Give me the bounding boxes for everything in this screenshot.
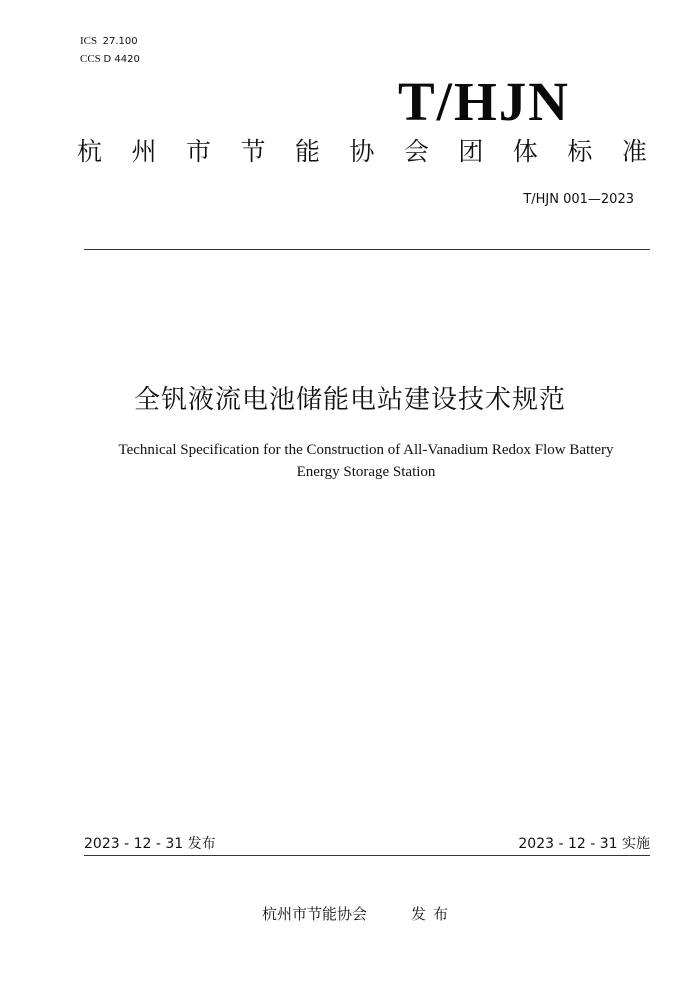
top-divider <box>84 249 650 250</box>
issue-date: 2023 - 12 - 31 发布 <box>84 836 216 852</box>
organization-standard-heading <box>77 134 647 170</box>
standard-logo: T/HJN <box>398 71 570 132</box>
ccs-value: D 4420 <box>103 54 140 65</box>
org-standard-char: 市 <box>185 137 211 166</box>
document-title-chinese: 全钒液流电池储能电站建设技术规范 <box>133 385 566 415</box>
org-standard-char: 体 <box>512 137 538 166</box>
org-standard-char: 会 <box>403 137 429 166</box>
org-standard-char: 团 <box>458 137 484 166</box>
org-standard-char: 州 <box>131 137 157 166</box>
publisher-action: 发布 <box>411 905 456 923</box>
title-en-line-2: Energy Storage Station <box>296 464 436 480</box>
org-standard-char: 标 <box>567 137 593 166</box>
ics-value: 27.100 <box>102 36 138 47</box>
document-title-english <box>60 439 672 483</box>
bottom-divider <box>84 855 650 856</box>
ics-label: ICS <box>80 35 98 47</box>
org-standard-char: 杭 <box>77 137 103 166</box>
org-standard-char: 协 <box>349 137 375 166</box>
org-standard-char: 准 <box>621 137 647 166</box>
publisher-name: 杭州市节能协会 <box>262 905 368 923</box>
title-en-line-1: Technical Specification for the Construction of All-Vanadium Redox Flow Battery <box>118 442 614 458</box>
implementation-date: 2023 - 12 - 31 实施 <box>518 836 650 852</box>
ccs-code <box>80 53 140 66</box>
ics-code <box>80 35 138 48</box>
org-standard-char: 能 <box>294 137 320 166</box>
ccs-label: CCS <box>80 53 101 65</box>
org-standard-char: 节 <box>240 137 266 166</box>
standard-number: T/HJN 001—2023 <box>523 192 634 207</box>
